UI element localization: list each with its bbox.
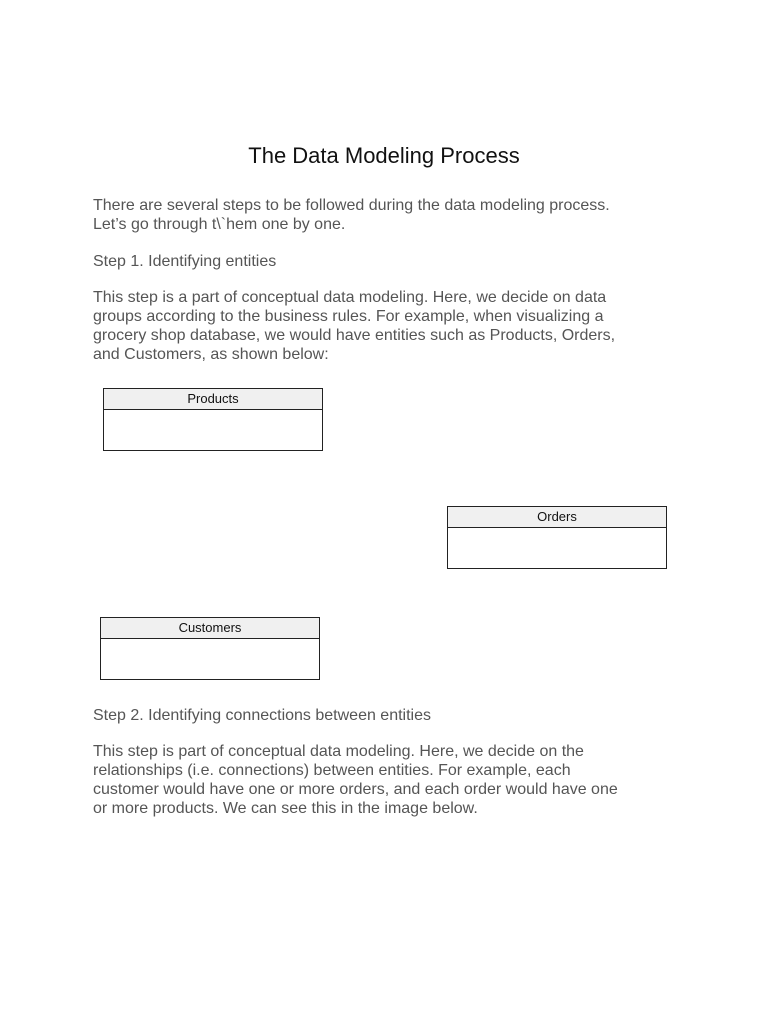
entity-orders: [447, 506, 667, 569]
entity-products: [103, 388, 323, 451]
step1-line: and Customers, as shown below:: [93, 346, 329, 363]
step2-line: customer would have one or more orders, and each order would have one: [93, 781, 618, 798]
step1-line: groups according to the business rules. For example, when visualizing a: [93, 308, 604, 325]
step2-heading: Step 2. Identifying connections between entities: [93, 707, 431, 724]
entity-body: [101, 639, 319, 679]
entity-body: [448, 528, 666, 568]
page-title: The Data Modeling Process: [248, 143, 520, 168]
entity-header: Orders: [448, 507, 666, 528]
entity-header: Products: [104, 389, 322, 410]
step2-line: This step is part of conceptual data modeling. Here, we decide on the: [93, 743, 584, 760]
entity-header: Customers: [101, 618, 319, 639]
step1-paragraph: [93, 288, 673, 364]
entity-customers: [100, 617, 320, 680]
step2-paragraph: [93, 742, 673, 818]
intro-paragraph: [93, 196, 673, 234]
intro-line: There are several steps to be followed during the data modeling process.: [93, 197, 610, 214]
step2-line: or more products. We can see this in the image below.: [93, 800, 478, 817]
step1-heading: Step 1. Identifying entities: [93, 253, 277, 270]
step1-line: grocery shop database, we would have entities such as Products, Orders,: [93, 327, 616, 344]
step2-line: relationships (i.e. connections) between entities. For example, each: [93, 762, 571, 779]
entity-body: [104, 410, 322, 450]
step1-line: This step is a part of conceptual data modeling. Here, we decide on data: [93, 289, 607, 306]
intro-line: Let’s go through t\`hem one by one.: [93, 216, 346, 233]
